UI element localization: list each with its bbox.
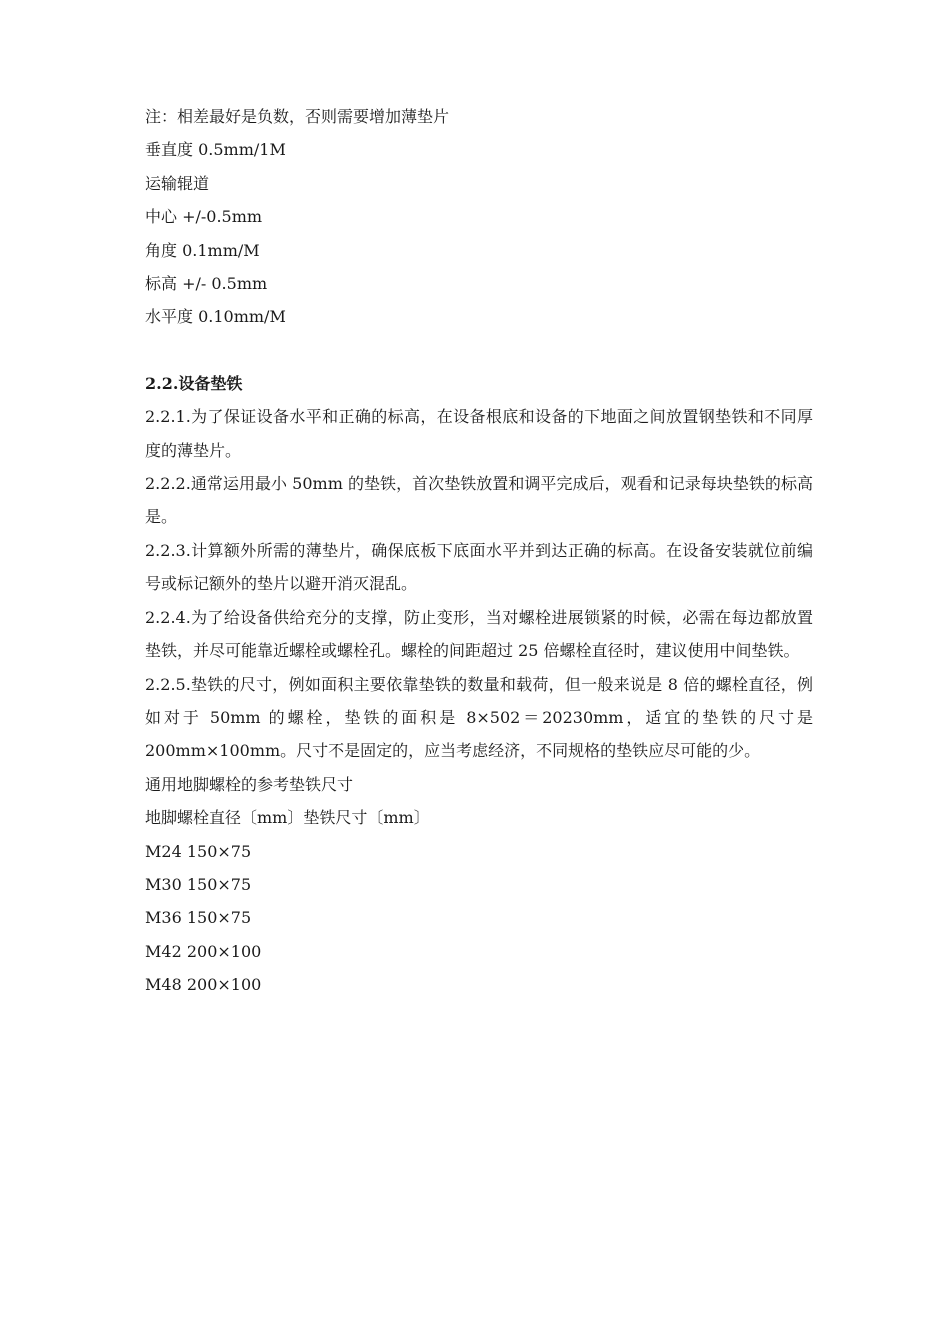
paragraph-2-2-1: 2.2.1.为了保证设备水平和正确的标高，在设备根底和设备的下地面之间放置钢垫铁和不同厚度的薄垫片。 bbox=[145, 407, 813, 460]
center-spec: 中心 +/-0.5mm bbox=[145, 207, 263, 227]
document-body bbox=[145, 100, 813, 1002]
paragraph-2-2-3: 2.2.3.计算额外所需的薄垫片，确保底板下底面水平并到达正确的标高。在设备安装就位前编号或标记额外的垫片以避开消灭混乱。 bbox=[145, 540, 813, 594]
table-row: M36 150×75 bbox=[145, 908, 252, 928]
angle-spec: 角度 0.1mm/M bbox=[145, 240, 260, 260]
roller-table-title: 运输辊道 bbox=[145, 173, 210, 193]
table-row: M48 200×100 bbox=[145, 975, 262, 995]
elevation-spec: 标高 +/- 0.5mm bbox=[145, 274, 268, 294]
table-row: M24 150×75 bbox=[145, 841, 252, 861]
table-row: M42 200×100 bbox=[145, 941, 262, 961]
verticality-spec: 垂直度 0.5mm/1M bbox=[145, 140, 286, 160]
paragraph-2-2-4: 2.2.4.为了给设备供给充分的支撑，防止变形，当对螺栓进展锁紧的时候，必需在每边都放置垫铁，并尽可能靠近螺栓或螺栓孔。螺栓的间距超过 25 倍螺栓直径时，建议使用中间垫铁。 bbox=[145, 607, 813, 661]
paragraph-2-2-5: 2.2.5.垫铁的尺寸，例如面积主要依靠垫铁的数量和载荷，但一般来说是 8 倍的螺栓直径，例如对于 50mm 的螺栓，垫铁的面积是 8×502＝20230mm，适宜的垫铁的尺寸是 200mm×100mm。尺寸不是固定的，应当考虑经济，不同规格的垫铁应尽可能的少。 bbox=[145, 674, 813, 761]
table-title: 通用地脚螺栓的参考垫铁尺寸 bbox=[145, 774, 354, 794]
levelness-spec: 水平度 0.10mm/M bbox=[145, 307, 286, 327]
table-row: M30 150×75 bbox=[145, 874, 252, 894]
paragraph-2-2-2: 2.2.2.通常运用最小 50mm 的垫铁，首次垫铁放置和调平完成后，观看和记录每块垫铁的标高是。 bbox=[145, 474, 813, 527]
section-heading: 2.2.设备垫铁 bbox=[145, 373, 243, 393]
note-line: 注：相差最好是负数，否则需要增加薄垫片 bbox=[145, 107, 450, 126]
table-header: 地脚螺栓直径〔mm〕垫铁尺寸〔mm〕 bbox=[145, 808, 430, 828]
